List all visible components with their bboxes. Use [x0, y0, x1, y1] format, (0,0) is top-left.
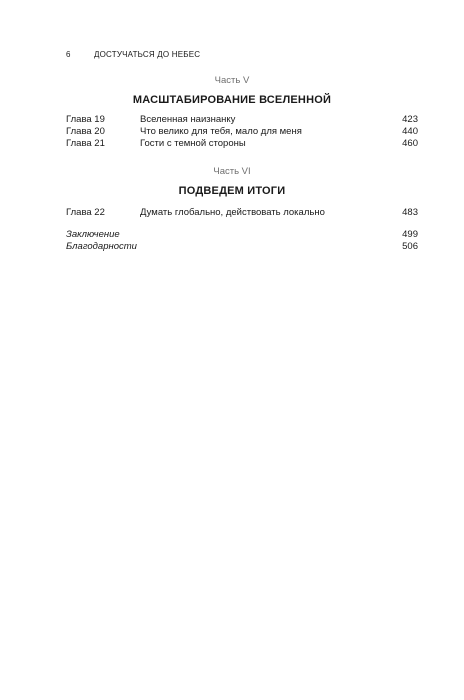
chapter-number: Глава 22 [66, 207, 105, 218]
chapter-title: Вселенная наизнанку [140, 114, 236, 125]
chapter-number: Глава 20 [66, 126, 105, 137]
toc-row [66, 207, 418, 219]
chapter-number: Глава 19 [66, 114, 105, 125]
chapter-title: Гости с темной стороны [140, 138, 246, 149]
part-label: Часть V [214, 75, 250, 86]
chapter-page: 460 [402, 138, 418, 149]
back-matter-page: 499 [402, 229, 418, 240]
chapter-title: Думать глобально, действовать локально [140, 207, 325, 218]
back-matter-title: Благодарности [66, 241, 137, 252]
chapter-page: 423 [402, 114, 418, 125]
part-title: ПОДВЕДЕМ ИТОГИ [178, 185, 286, 197]
back-matter-page: 506 [402, 241, 418, 252]
chapter-number: Глава 21 [66, 138, 105, 149]
part-label: Часть VI [213, 166, 251, 177]
toc-row [66, 114, 418, 126]
chapter-page: 440 [402, 126, 418, 137]
chapter-page: 483 [402, 207, 418, 218]
running-title: ДОСТУЧАТЬСЯ ДО НЕБЕС [94, 50, 201, 59]
chapter-title: Что велико для тебя, мало для меня [140, 126, 302, 137]
part-title: МАСШТАБИРОВАНИЕ ВСЕЛЕННОЙ [132, 94, 332, 106]
running-header [66, 50, 200, 59]
toc-row [66, 241, 418, 253]
toc-row [66, 229, 418, 241]
toc-row [66, 138, 418, 150]
toc-row [66, 126, 418, 138]
back-matter-title: Заключение [66, 229, 120, 240]
page-number: 6 [66, 50, 71, 59]
